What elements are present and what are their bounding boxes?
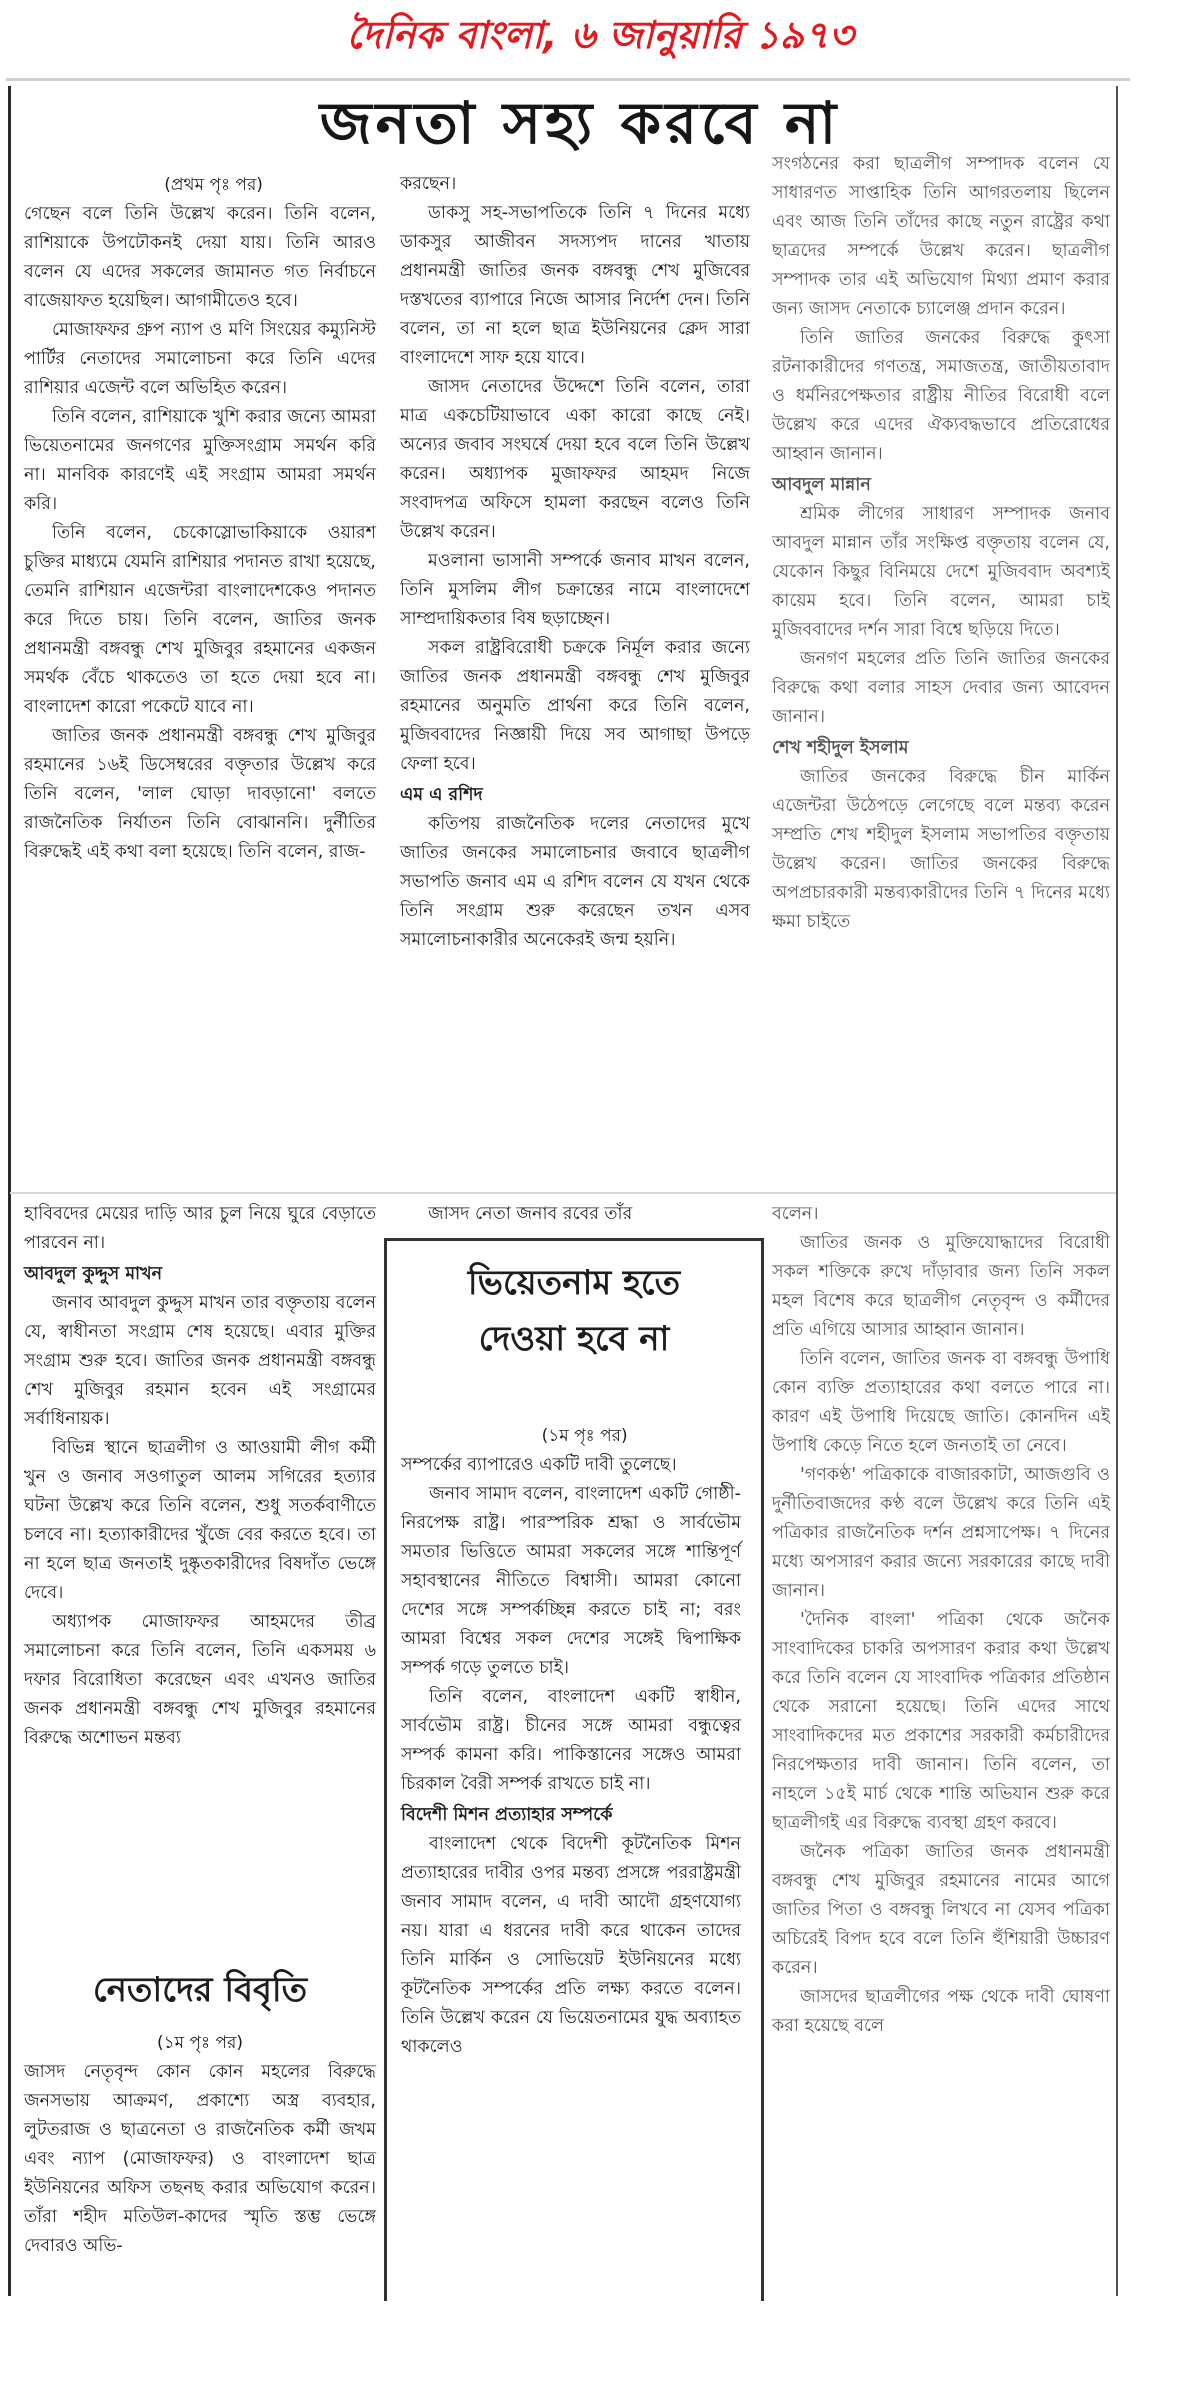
headline-line: ভিয়েতনাম হতে xyxy=(467,1263,681,1303)
paragraph: মওলানা ভাসানী সম্পর্কে জনাব মাখন বলেন, তিনি মুসলিম লীগ চক্রান্তের নামে বাংলাদেশে সাম্প্রদায়িকতার বিষ ছড়াচ্ছেন। xyxy=(400,551,750,629)
boxed-article-headline xyxy=(387,1255,761,1367)
paragraph: তিনি বলেন, বাংলাদেশ একটি স্বাধীন, সার্বভৌম রাষ্ট্র। চীনের সঙ্গে আমরা বন্ধুত্বের সম্পর্ক কামনা করি। পাকিস্তানের সঙ্গেও আমরা চিরকাল বৈরী সম্পর্ক রাখতে চাই না। xyxy=(401,1687,741,1794)
subheading: এম এ রশিদ xyxy=(400,785,483,805)
paragraph: জনাব আবদুল কুদ্দুস মাখন তার বক্তৃতায় বলেন যে, স্বাধীনতা সংগ্রাম শেষ হয়েছে। এবার মুক্তির সংগ্রাম শুরু হবে। জাতির জনক প্রধানমন্ত্রী বঙ্গবন্ধু শেখ মুজিবুর রহমান হবেন এই সংগ্রামের সর্বাধিনায়ক। xyxy=(24,1293,376,1429)
paragraph: মোজাফফর গ্রুপ ন্যাপ ও মণি সিংয়ের কম্যুনিস্ট পার্টির নেতাদের সমালোচনা করে তিনি এদের রাশিয়ার এজেন্ট বলে অভিহিত করেন। xyxy=(24,320,376,398)
boxed-article-body xyxy=(401,1421,741,2062)
paragraph: ডাকসু সহ-সভাপতিকে তিনি ৭ দিনের মধ্যে ডাকসুর আজীবন সদস্যপদ দানের খাতায় প্রধানমন্ত্রী জাতির জনক বঙ্গবন্ধু শেখ মুজিবের দস্তখতের ব্যাপারে নিজে আসার নির্দেশ দেন। তিনি বলেন, তা না হলে ছাত্র ইউনিয়নের ক্লেদ সারা বাংলাদেশে সাফ হয়ে যাবে। xyxy=(400,203,750,368)
continuation-label: (প্রথম পৃঃ পর) xyxy=(164,175,263,195)
paragraph: জাসদের ছাত্রলীগের পক্ষ থেকে দাবী ঘোষণা করা হয়েছে বলে xyxy=(772,1987,1110,2036)
subheading: বিদেশী মিশন প্রত্যাহার সম্পর্কে xyxy=(401,1805,613,1825)
page-fold-line xyxy=(10,1192,1116,1194)
headline-line: দেওয়া হবে না xyxy=(478,1319,670,1359)
paragraph: শ্রমিক লীগের সাধারণ সম্পাদক জনাব আবদুল মান্নান তাঁর সংক্ষিপ্ত বক্তৃতায় বলেন যে, যেকোন কিছুর বিনিময়ে দেশে মুজিববাদ অবশ্যই কায়েম হবে। তিনি বলেন, আমরা চাই মুজিববাদের দর্শন সারা বিশ্বে ছড়িয়ে দিতে। xyxy=(772,504,1110,640)
paragraph: জাতির জনকের বিরুদ্ধে চীন মার্কিন এজেন্টরা উঠেপড়ে লেগেছে বলে মন্তব্য করেন সম্প্রতি শেখ শহীদুল ইসলাম সভাপতির বক্তৃতায় উল্লেখ করেন। জাতির জনকের বিরুদ্ধে অপপ্রচারকারী মন্তব্যকারীদের তিনি ৭ দিনের মধ্যে ক্ষমা চাইতে xyxy=(772,767,1110,932)
column-3 xyxy=(772,150,1110,937)
subheading: আবদুল মান্নান xyxy=(772,475,871,495)
newspaper-caption: দৈনিক বাংলা, ৬ জানুয়ারি ১৯৭৩ xyxy=(346,13,854,57)
paragraph: তিনি বলেন, জাতির জনক বা বঙ্গবন্ধু উপাধি কোন ব্যক্তি প্রত্যাহারের কথা বলতে পারে না। কারণ এই উপাধি দিয়েছে জাতি। কোনদিন এই উপাধি কেড়ে নিতে হলে জনতাই তা নেবে। xyxy=(772,1349,1110,1456)
paragraph: তিনি বলেন, চেকোস্লোভাকিয়াকে ওয়ারশ চুক্তির মাধ্যমে যেমনি রাশিয়ার পদানত রাখা হয়েছে, তেমনি রাশিয়ান এজেন্টরা বাংলাদেশকেও পদানত করে দিতে চায়। তিনি বলেন, জাতির জনক প্রধানমন্ত্রী বঙ্গবন্ধু শেখ মুজিবুর রহমানের একজন সমর্থক বেঁচে থাকতেও তা হতে দেয়া হবে না। বাংলাদেশ কারো পকেটে যাবে না। xyxy=(24,523,376,717)
left-border-rule xyxy=(8,86,11,2296)
section-headline: নেতাদের বিবৃতি xyxy=(92,1970,308,2010)
paragraph: জনৈক পত্রিকা জাতির জনক প্রধানমন্ত্রী বঙ্গবন্ধু শেখ মুজিবুর রহমানের নামের আগে জাতির পিতা ও বঙ্গবন্ধু লিখবে না যেসব পত্রিকা অচিরেই বিপদ হবে বলে তিনি হুঁশিয়ারী উচ্চারণ করেন। xyxy=(772,1842,1110,1978)
paragraph: গেছেন বলে তিনি উল্লেখ করেন। তিনি বলেন, রাশিয়াকে উপঢৌকনই দেয়া যায়। তিনি আরও বলেন যে এদের সকলের জামানত গত নির্বাচনে বাজেয়াফত হয়েছিল। আগামীতেও হবে। xyxy=(24,204,376,311)
continuation-label: (১ম পৃঃ পর) xyxy=(156,2033,244,2053)
leaders-statement-section xyxy=(24,1960,376,2261)
boxed-article xyxy=(384,1238,764,2301)
right-border-rule xyxy=(1116,86,1118,2296)
paragraph: জাতির জনক প্রধানমন্ত্রী বঙ্গবন্ধু শেখ মুজিবুর রহমানের ১৬ই ডিসেম্বরের বক্তৃতার উল্লেখ করে তিনি বলেন, 'লাল ঘোড়া দাবড়ানো' বলতে রাজনৈতিক নির্যাতন তিনি বোঝাননি। দুর্নীতির বিরুদ্ধেই এই কথা বলা হয়েছে। তিনি বলেন, রাজ- xyxy=(24,726,376,862)
paragraph: বলেন। xyxy=(772,1204,819,1224)
section-body xyxy=(24,2058,376,2261)
paragraph: সংগঠনের করা ছাত্রলীগ সম্পাদক বলেন যে সাধারণত সাপ্তাহিক তিনি আগরতলায় ছিলেন এবং আজ তিনি তাঁদের কাছে নতুন রাষ্ট্রের কথা ছাত্রদের সম্পর্কে উল্লেখ করেন। ছাত্রলীগ সম্পাদক তার এই অভিযোগ মিথ্যা প্রমাণ করার জন্য জাসদ নেতাকে চ্যালেঞ্জ প্রদান করেন। xyxy=(772,154,1110,319)
paragraph: তিনি জাতির জনকের বিরুদ্ধে কুৎসা রটনাকারীদের গণতন্ত্র, সমাজতন্ত্র, জাতীয়তাবাদ ও ধর্মনিরপেক্ষতার রাষ্ট্রীয় নীতির বিরোধী বলে উল্লেখ করে এদের ঐক্যবদ্ধভাবে প্রতিরোধের আহ্বান জানান। xyxy=(772,328,1110,464)
paragraph: জনাব সামাদ বলেন, বাংলাদেশ একটি গোষ্ঠী-নিরপেক্ষ রাষ্ট্র। পারস্পরিক শ্রদ্ধা ও সার্বভৌম সমতার ভিত্তিতে আমরা সকলের সঙ্গে শান্তিপূর্ণ সহাবস্থানের নীতিতে বিশ্বাসী। আমরা কোনো দেশের সঙ্গে সম্পর্কচ্ছিন্ন করতে চাই না; বরং আমরা বিশ্বের সকল দেশের সঙ্গেই দ্বিপাক্ষিক সম্পর্ক গড়ে তুলতে চাই। xyxy=(401,1484,741,1678)
paragraph: সকল রাষ্ট্রবিরোধী চক্রকে নির্মূল করার জন্যে জাতির জনক প্রধানমন্ত্রী বঙ্গবন্ধু শেখ মুজিবুর রহমানের অনুমতি প্রার্থনা করে তিনি বলেন, মুজিববাদের নিজ্ঞায়ী দিয়ে সব আগাছা উপড়ে ফেলা হবে। xyxy=(400,638,750,774)
subheading: শেখ শহীদুল ইসলাম xyxy=(772,738,909,758)
paragraph: কতিপয় রাজনৈতিক দলের নেতাদের মুখে জাতির জনকের সমালোচনার জবাবে ছাত্রলীগ সভাপতি জনাব এম এ রশিদ বলেন যে যখন থেকে তিনি সংগ্রাম শুরু করেছেন তখন এসব সমালোচনাকারীর অনেকেরই জন্ম হয়নি। xyxy=(400,814,750,950)
column-3-lower xyxy=(772,1200,1110,2041)
column-2 xyxy=(400,170,750,955)
continuation-label: (১ম পৃঃ পর) xyxy=(541,1426,628,1446)
paragraph: জাসদ নেতা জনাব রবের তাঁর xyxy=(428,1204,633,1224)
column-1 xyxy=(24,170,376,867)
paragraph: হাবিবদের মেয়ের দাড়ি আর চুল নিয়ে ঘুরে বেড়াতে পারবেন না। xyxy=(24,1204,376,1253)
paragraph: বিভিন্ন স্থানে ছাত্রলীগ ও আওয়ামী লীগ কর্মী খুন ও জনাব সওগাতুল আলম সগিরের হত্যার ঘটনা উল্লেখ করে তিনি বলেন, শুধু সতর্কবাণীতে চলবে না। হত্যাকারীদের খুঁজে বের করতে হবে। তা না হলে ছাত্র জনতাই দুষ্কৃতকারীদের বিষদাঁত ভেঙ্গে দেবে। xyxy=(24,1438,376,1603)
paragraph: জাসদ নেতৃবৃন্দ কোন কোন মহলের বিরুদ্ধে জনসভায় আক্রমণ, প্রকাশ্যে অস্ত্র ব্যবহার, লুটতরাজ ও ছাত্রনেতা ও রাজনৈতিক কর্মী জখম এবং ন্যাপ (মোজাফফর) ও বাংলাদেশ ছাত্র ইউনিয়নের অফিস তছনছ করার অভিযোগ করেন। তাঁরা শহীদ মতিউল-কাদের স্মৃতি স্তম্ভ ভেঙ্গে দেবারও অভি- xyxy=(24,2062,376,2256)
paragraph: জনগণ মহলের প্রতি তিনি জাতির জনকের বিরুদ্ধে কথা বলার সাহস দেবার জন্য আবেদন জানান। xyxy=(772,649,1110,727)
paragraph: বাংলাদেশ থেকে বিদেশী কূটনৈতিক মিশন প্রত্যাহারের দাবীর ওপর মন্তব্য প্রসঙ্গে পররাষ্ট্রমন্ত্রী জনাব সামাদ বলেন, এ দাবী আদৌ গ্রহণযোগ্য নয়। যারা এ ধরনের দাবী করে থাকেন তাদের তিনি মার্কিন ও সোভিয়েট ইউনিয়নের মধ্যে কূটনৈতিক সম্পর্কের প্রতি লক্ষ্য করতে বলেন। তিনি উল্লেখ করেন যে ভিয়েতনামের যুদ্ধ অব্যাহত থাকলেও xyxy=(401,1834,741,2057)
paragraph: অধ্যাপক মোজাফফর আহমদের তীব্র সমালোচনা করে তিনি বলেন, তিনি একসময় ৬ দফার বিরোধিতা করেছেন এবং এখনও জাতির জনক প্রধানমন্ত্রী বঙ্গবন্ধু শেখ মুজিবুর রহমানের বিরুদ্ধে অশোভন মন্তব্য xyxy=(24,1612,376,1748)
column-1-lower xyxy=(24,1200,376,1753)
paragraph: সম্পর্কের ব্যাপারেও একটি দাবী তুলেছে। xyxy=(401,1455,677,1475)
paragraph: করছেন। xyxy=(400,174,457,194)
subheading: আবদুল কুদ্দুস মাখন xyxy=(24,1264,163,1284)
paragraph: জাসদ নেতাদের উদ্দেশে তিনি বলেন, তারা মাত্র একচেটিয়াভাবে একা কারো কাছে নেই। অন্যের জবাব সংঘর্ষে দেয়া হবে বলে তিনি উল্লেখ করেন। অধ্যাপক মুজাফফর আহমদ নিজে সংবাদপত্র অফিসে হামলা করছেন বলেও তিনি উল্লেখ করেন। xyxy=(400,377,750,542)
paragraph: 'গণকণ্ঠ' পত্রিকাকে বাজারকাটা, আজগুবি ও দুর্নীতিবাজদের কণ্ঠ বলে উল্লেখ করে তিনি এই পত্রিকার রাজনৈতিক দর্শন প্রশ্নসাপেক্ষ। ৭ দিনের মধ্যে অপসারণ করার জন্যে সরকারের কাছে দাবী জানান। xyxy=(772,1465,1110,1601)
main-headline: জনতা সহ্য করবে না xyxy=(319,89,841,157)
paragraph: 'দৈনিক বাংলা' পত্রিকা থেকে জনৈক সাংবাদিকের চাকরি অপসারণ করার কথা উল্লেখ করে তিনি বলেন যে সাংবাদিক পত্রিকার প্রতিষ্ঠান থেকে সরানো হয়েছে। তিনি এদের সাথে সাংবাদিকদের মত প্রকাশের সরকারী কর্মচারীদের নিরপেক্ষতার দাবী জানান। তিনি বলেন, তা নাহলে ১৫ই মার্চ থেকে শান্তি অভিযান শুরু করে ছাত্রলীগই এর বিরুদ্ধে ব্যবস্থা গ্রহণ করবে। xyxy=(772,1610,1110,1833)
column-2-tail xyxy=(400,1200,750,1229)
paragraph: তিনি বলেন, রাশিয়াকে খুশি করার জন্যে আমরা ভিয়েতনামের জনগণের মুক্তিসংগ্রাম সমর্থন করি না। মানবিক কারণেই এই সংগ্রাম আমরা সমর্থন করি। xyxy=(24,407,376,514)
paragraph: জাতির জনক ও মুক্তিযোদ্ধাদের বিরোধী সকল শক্তিকে রুখে দাঁড়াবার জন্য তিনি সকল মহল বিশেষ করে ছাত্রলীগ নেতৃবৃন্দ ও কর্মীদের প্রতি এগিয়ে আসার আহ্বান জানান। xyxy=(772,1233,1110,1340)
